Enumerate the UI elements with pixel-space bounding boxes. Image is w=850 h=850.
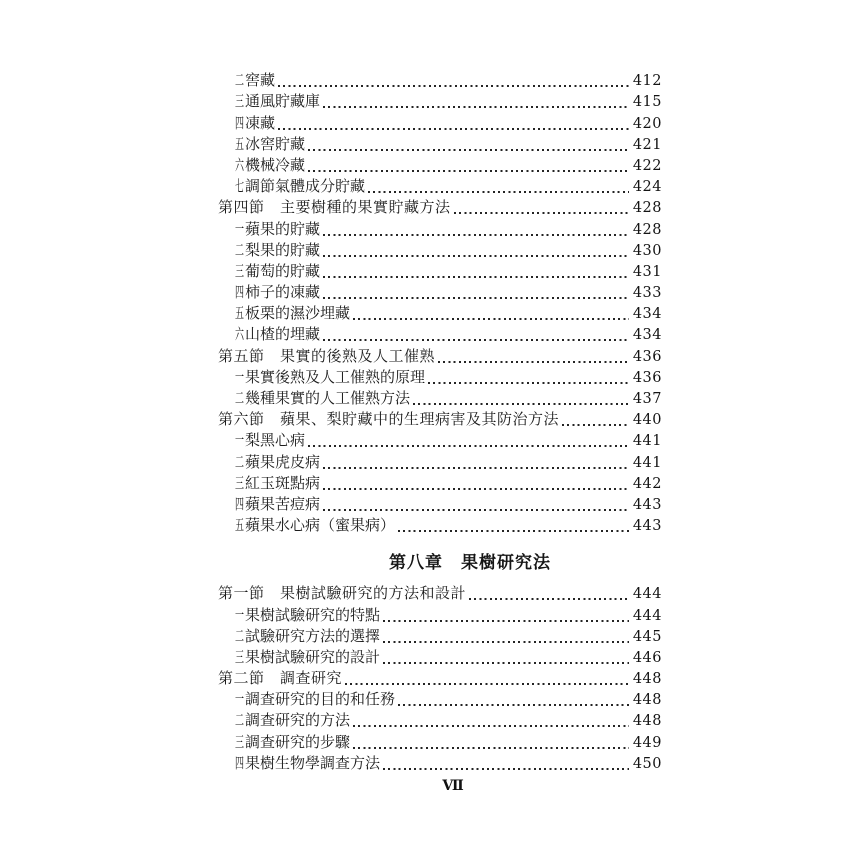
toc-entry-section bbox=[218, 668, 662, 689]
dot-leader bbox=[345, 683, 629, 685]
entry-page-number: 412 bbox=[632, 73, 662, 90]
toc-entry-item bbox=[218, 240, 662, 261]
entry-title: 調查研究的步驟 bbox=[245, 734, 351, 751]
entry-title: 調查研究的方法 bbox=[245, 713, 351, 730]
entry-title: 山楂的埋藏 bbox=[245, 327, 321, 344]
toc-entry-item bbox=[218, 134, 662, 155]
dot-leader bbox=[383, 662, 629, 664]
entry-page-number: 421 bbox=[632, 136, 662, 153]
dot-leader bbox=[428, 382, 629, 384]
entry-page-number: 430 bbox=[632, 242, 662, 259]
entry-title: 果樹生物學調查方法 bbox=[245, 755, 381, 772]
entry-page-number: 415 bbox=[632, 94, 662, 111]
toc-entry-item bbox=[218, 176, 662, 197]
entry-number: 七 bbox=[235, 179, 245, 196]
dot-leader bbox=[353, 747, 629, 749]
dot-leader bbox=[398, 704, 629, 706]
entry-number: 一 bbox=[235, 221, 245, 238]
entry-number: 二 bbox=[235, 73, 245, 90]
dot-leader bbox=[323, 276, 629, 278]
entry-number: 三 bbox=[235, 263, 245, 280]
dot-leader bbox=[323, 467, 629, 469]
toc-entry-item bbox=[218, 473, 662, 494]
dot-leader bbox=[308, 149, 629, 151]
toc-entry-item bbox=[218, 515, 662, 536]
entry-number: 四 bbox=[235, 755, 245, 772]
toc-entry-item bbox=[218, 70, 662, 91]
entry-title: 果實後熟及人工催熟的原理 bbox=[245, 369, 426, 386]
dot-leader bbox=[368, 191, 629, 193]
entry-title: 板栗的濕沙埋藏 bbox=[245, 306, 351, 323]
entry-title: 窖藏 bbox=[245, 73, 276, 90]
dot-leader bbox=[323, 339, 629, 341]
entry-number: 五 bbox=[235, 306, 245, 323]
toc-entry-item bbox=[218, 367, 662, 388]
entry-page-number: 445 bbox=[632, 628, 662, 645]
dot-leader bbox=[353, 725, 629, 727]
entry-title: 葡萄的貯藏 bbox=[245, 263, 321, 280]
dot-leader bbox=[383, 620, 629, 622]
dot-leader bbox=[383, 641, 629, 643]
entry-number: 六 bbox=[235, 327, 245, 344]
dot-leader bbox=[469, 598, 629, 600]
section-title: 第二節 調查研究 bbox=[218, 671, 343, 688]
toc-entry-item bbox=[218, 324, 662, 345]
entry-page-number: 431 bbox=[632, 263, 662, 280]
entry-page-number: 448 bbox=[632, 692, 662, 709]
entry-number: 一 bbox=[235, 692, 245, 709]
entry-title: 蘋果苦痘病 bbox=[245, 496, 321, 513]
entry-title: 機械冷藏 bbox=[245, 157, 306, 174]
entry-page-number: 443 bbox=[632, 518, 662, 535]
entry-page-number: 434 bbox=[632, 327, 662, 344]
entry-number: 四 bbox=[235, 285, 245, 302]
section-title: 第四節 主要樹種的果實貯藏方法 bbox=[218, 200, 451, 217]
dot-leader bbox=[353, 318, 629, 320]
entry-page-number: 444 bbox=[632, 607, 662, 624]
toc-entry-item bbox=[218, 689, 662, 710]
dot-leader bbox=[383, 768, 629, 770]
entry-number: 三 bbox=[235, 649, 245, 666]
toc-entry-item bbox=[218, 91, 662, 112]
entry-page-number: 443 bbox=[632, 496, 662, 513]
entry-number: 二 bbox=[235, 391, 245, 407]
dot-leader bbox=[398, 530, 629, 532]
section-title: 第五節 果實的後熟及人工催熟 bbox=[218, 348, 436, 365]
entry-number: 一 bbox=[235, 607, 245, 624]
toc-entry-item bbox=[218, 430, 662, 451]
entry-title: 果樹試驗研究的特點 bbox=[245, 607, 381, 624]
toc-entry-item bbox=[218, 388, 662, 409]
chapter-heading: 第八章 果樹研究法 bbox=[389, 553, 551, 573]
entry-page-number: 437 bbox=[632, 391, 662, 407]
toc-entry-section bbox=[218, 583, 662, 604]
dot-leader bbox=[323, 106, 629, 108]
entry-title: 蘋果的貯藏 bbox=[245, 221, 321, 238]
entry-page-number: 442 bbox=[632, 475, 662, 492]
toc-entry-item bbox=[218, 261, 662, 282]
entry-page-number: 434 bbox=[632, 306, 662, 323]
entry-page-number: 424 bbox=[632, 179, 662, 196]
toc-entry-item bbox=[218, 604, 662, 625]
entry-page-number: 441 bbox=[632, 454, 662, 471]
dot-leader bbox=[323, 297, 629, 299]
entry-page-number: 448 bbox=[632, 713, 662, 730]
section-title: 第六節 蘋果、梨貯藏中的生理病害及其防治方法 bbox=[218, 412, 560, 429]
entry-number: 六 bbox=[235, 157, 245, 174]
toc-entry-item bbox=[218, 753, 662, 774]
entry-title: 紅玉斑點病 bbox=[245, 475, 321, 492]
entry-page-number: 449 bbox=[632, 734, 662, 751]
section-title: 第一節 果樹試驗研究的方法和設計 bbox=[218, 586, 467, 603]
dot-leader bbox=[562, 424, 629, 426]
toc-list bbox=[218, 70, 662, 774]
entry-number: 一 bbox=[235, 433, 245, 450]
dot-leader bbox=[413, 403, 629, 405]
toc-entry-item bbox=[218, 647, 662, 668]
toc-entry-item bbox=[218, 451, 662, 472]
entry-page-number: 428 bbox=[632, 200, 662, 217]
dot-leader bbox=[323, 509, 629, 511]
entry-page-number: 436 bbox=[632, 348, 662, 365]
entry-page-number: 422 bbox=[632, 157, 662, 174]
toc-entry-item bbox=[218, 710, 662, 731]
toc-entry-item bbox=[218, 282, 662, 303]
entry-title: 凍藏 bbox=[245, 115, 276, 132]
entry-page-number: 433 bbox=[632, 285, 662, 302]
entry-title: 調查研究的目的和任務 bbox=[245, 692, 396, 709]
entry-page-number: 441 bbox=[632, 433, 662, 450]
entry-number: 四 bbox=[235, 115, 245, 132]
toc-entry-item bbox=[218, 731, 662, 752]
page-number-footer: Ⅶ bbox=[442, 778, 464, 794]
entry-number: 二 bbox=[235, 242, 245, 259]
entry-title: 柿子的凍藏 bbox=[245, 285, 321, 302]
entry-page-number: 428 bbox=[632, 221, 662, 238]
entry-number: 五 bbox=[235, 518, 245, 535]
toc-entry-section bbox=[218, 409, 662, 430]
dot-leader bbox=[323, 234, 629, 236]
entry-title: 試驗研究方法的選擇 bbox=[245, 628, 381, 645]
dot-leader bbox=[454, 212, 629, 214]
toc-entry-item bbox=[218, 155, 662, 176]
toc-entry-item bbox=[218, 218, 662, 239]
toc-entry-item bbox=[218, 303, 662, 324]
entry-page-number: 446 bbox=[632, 649, 662, 666]
toc-entry-item bbox=[218, 494, 662, 515]
dot-leader bbox=[323, 255, 629, 257]
entry-page-number: 420 bbox=[632, 115, 662, 132]
entry-title: 梨果的貯藏 bbox=[245, 242, 321, 259]
entry-title: 果樹試驗研究的設計 bbox=[245, 649, 381, 666]
dot-leader bbox=[438, 361, 629, 363]
entry-page-number: 450 bbox=[632, 755, 662, 772]
entry-number: 三 bbox=[235, 475, 245, 492]
toc-entry-section bbox=[218, 197, 662, 218]
entry-number: 四 bbox=[235, 496, 245, 513]
entry-title: 蘋果水心病（蜜果病） bbox=[245, 518, 396, 535]
entry-page-number: 440 bbox=[632, 412, 662, 429]
toc-entry-item bbox=[218, 626, 662, 647]
entry-title: 調節氣體成分貯藏 bbox=[245, 179, 366, 196]
entry-number: 三 bbox=[235, 94, 245, 111]
toc-entry-item bbox=[218, 112, 662, 133]
entry-title: 冰窖貯藏 bbox=[245, 136, 306, 153]
entry-page-number: 444 bbox=[632, 586, 662, 603]
entry-page-number: 448 bbox=[632, 671, 662, 688]
entry-title: 通風貯藏庫 bbox=[245, 94, 321, 111]
dot-leader bbox=[278, 128, 629, 130]
entry-page-number: 436 bbox=[632, 369, 662, 386]
dot-leader bbox=[308, 170, 629, 172]
dot-leader bbox=[308, 445, 629, 447]
entry-number: 二 bbox=[235, 454, 245, 471]
entry-number: 二 bbox=[235, 713, 245, 730]
toc-entry-section bbox=[218, 345, 662, 366]
entry-number: 五 bbox=[235, 136, 245, 153]
entry-title: 梨黑心病 bbox=[245, 433, 306, 450]
dot-leader bbox=[323, 488, 629, 490]
entry-number: 一 bbox=[235, 369, 245, 386]
entry-title: 幾種果實的人工催熟方法 bbox=[245, 391, 411, 407]
entry-number: 三 bbox=[235, 734, 245, 751]
dot-leader bbox=[278, 85, 629, 87]
entry-number: 二 bbox=[235, 628, 245, 645]
entry-title: 蘋果虎皮病 bbox=[245, 454, 321, 471]
